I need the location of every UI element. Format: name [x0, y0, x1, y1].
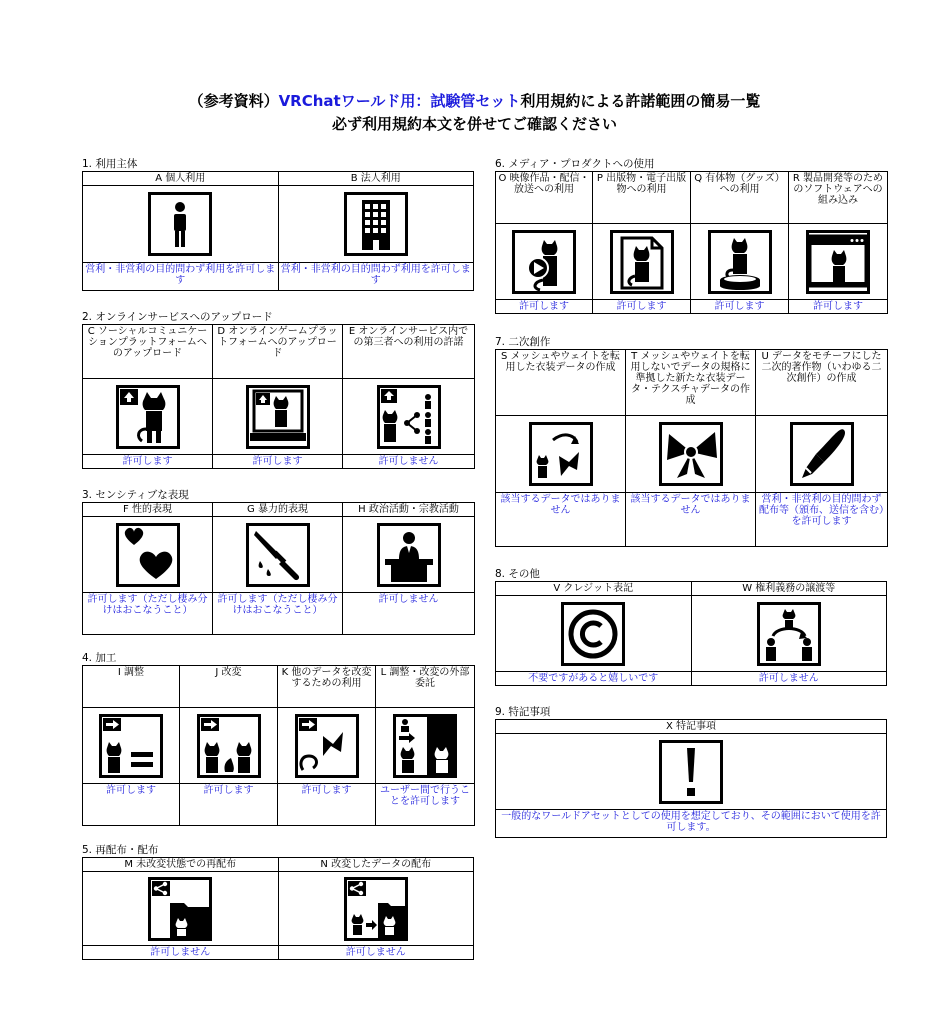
section-usage-subject	[82, 157, 474, 291]
permission-t: 該当するデータではありません	[626, 493, 756, 547]
license-table	[82, 665, 475, 826]
header-t: T メッシュやウェイトを転用しないでデータの規格に準拠した新たな衣装データ・テクスチャデータの作成	[626, 350, 756, 416]
section-derivative-works	[495, 335, 888, 547]
permission-m: 許可しません	[83, 946, 279, 960]
section-title: 4. 加工	[82, 652, 117, 664]
section-title: 1. 利用主体	[82, 158, 138, 170]
header-g: G 暴力的表現	[213, 503, 343, 517]
upload-monitor-icon	[246, 385, 310, 449]
section-other	[495, 567, 887, 686]
permission-j: 許可します	[180, 784, 278, 826]
permission-q: 許可します	[691, 300, 789, 314]
permission-p: 許可します	[593, 300, 691, 314]
permission-f: 許可します（ただし棲み分けはおこなうこと）	[83, 593, 213, 635]
section-online-upload	[82, 310, 475, 469]
permission-d: 許可します	[213, 455, 343, 469]
software-window-icon	[806, 230, 870, 294]
outsource-icon	[393, 714, 457, 778]
publication-icon	[610, 230, 674, 294]
permission-e: 許可しません	[343, 455, 475, 469]
permission-a: 営利・非営利の目的問わず利用を許可します	[83, 263, 279, 291]
share-modified-icon	[344, 877, 408, 941]
section-redistribution	[82, 843, 474, 960]
page-subtitle: 必ず利用規約本文を併せてご確認ください	[331, 115, 617, 133]
hearts-icon	[116, 523, 180, 587]
permission-l: ユーザー間で行うことを許可します	[376, 784, 475, 826]
header-d: D オンラインゲームプラットフォームへのアップロード	[213, 325, 343, 379]
pen-nib-icon	[790, 422, 854, 486]
copyright-icon	[561, 602, 625, 666]
header-n: N 改変したデータの配布	[278, 858, 474, 872]
header-a: A 個人利用	[83, 172, 279, 186]
ribbon-icon	[659, 422, 723, 486]
permission-o: 許可します	[496, 300, 593, 314]
section-title: 5. 再配布・配布	[82, 844, 159, 856]
permission-v: 不要ですがあると嬉しいです	[496, 672, 692, 686]
section-title: 7. 二次創作	[495, 336, 551, 348]
figure-icon	[708, 230, 772, 294]
section-title: 2. オンラインサービスへのアップロード	[82, 311, 273, 323]
header-r: R 製品開発等のためのソフトウェアへの組み込み	[789, 172, 888, 224]
permission-k: 許可します	[278, 784, 376, 826]
header-f: F 性的表現	[83, 503, 213, 517]
license-table	[495, 719, 887, 838]
header-m: M 未改変状態での再配布	[83, 858, 279, 872]
license-table	[82, 857, 474, 960]
section-title: 9. 特記事項	[495, 706, 551, 718]
exclamation-icon	[659, 740, 723, 804]
permission-g: 許可します（ただし棲み分けはおこなうこと）	[213, 593, 343, 635]
adjust-icon	[99, 714, 163, 778]
header-i: I 調整	[83, 666, 180, 708]
license-table	[82, 171, 474, 291]
license-table	[495, 581, 887, 686]
permission-s: 該当するデータではありません	[496, 493, 626, 547]
license-table	[495, 349, 888, 547]
header-o: O 映像作品・配信・放送への利用	[496, 172, 593, 224]
building-icon	[344, 192, 408, 256]
permission-w: 許可しません	[691, 672, 887, 686]
header-q: Q 有体物（グッズ）への利用	[691, 172, 789, 224]
modify-icon	[197, 714, 261, 778]
permission-x: 一般的なワールドアセットとしての使用を想定しており、その範囲において使用を許可します。	[496, 810, 887, 838]
license-table	[82, 502, 475, 635]
section-special-notes	[495, 705, 887, 838]
share-folder-icon	[148, 877, 212, 941]
header-s: S メッシュやウェイトを転用した衣装データの作成	[496, 350, 626, 416]
license-table	[82, 324, 475, 469]
podium-speaker-icon	[377, 523, 441, 587]
header-w: W 権利義務の譲渡等	[691, 582, 887, 596]
permission-i: 許可します	[83, 784, 180, 826]
permission-h: 許可しません	[343, 593, 475, 635]
permission-c: 許可します	[83, 455, 213, 469]
header-p: P 出版物・電子出版物への利用	[593, 172, 691, 224]
header-l: L 調整・改変の外部委託	[376, 666, 475, 708]
header-x: X 特記事項	[496, 720, 887, 734]
costume-transfer-icon	[529, 422, 593, 486]
permission-r: 許可します	[789, 300, 888, 314]
header-b: B 法人利用	[278, 172, 474, 186]
video-icon	[512, 230, 576, 294]
header-c: C ソーシャルコミュニケーションプラットフォームへのアップロード	[83, 325, 213, 379]
section-sensitive-expression	[82, 488, 475, 635]
upload-avatar-icon	[116, 385, 180, 449]
person-icon	[148, 192, 212, 256]
knife-icon	[246, 523, 310, 587]
section-title: 3. センシティブな表現	[82, 489, 189, 501]
header-v: V クレジット表記	[496, 582, 692, 596]
license-table	[495, 171, 888, 314]
header-e: E オンラインサービス内での第三者への利用の許諾	[343, 325, 475, 379]
section-media-products	[495, 157, 888, 314]
header-h: H 政治活動・宗教活動	[343, 503, 475, 517]
permission-b: 営利・非営利の目的問わず利用を許可します	[278, 263, 474, 291]
header-k: K 他のデータを改変するための利用	[278, 666, 376, 708]
permission-n: 許可しません	[278, 946, 474, 960]
section-title: 6. メディア・プロダクトへの使用	[495, 158, 655, 170]
header-u: U データをモチーフにした二次的著作物（いわゆる二次創作）の作成	[756, 350, 888, 416]
use-for-other-data-icon	[295, 714, 359, 778]
share-to-users-icon	[377, 385, 441, 449]
section-title: 8. その他	[495, 568, 540, 580]
header-j: J 改変	[180, 666, 278, 708]
transfer-rights-icon	[757, 602, 821, 666]
permission-u: 営利・非営利の目的問わず配布等（頒布、送信を含む）を許可します	[756, 493, 888, 547]
page-title: （参考資料）VRChatワールド用：試験管セット利用規約による許諾範囲の簡易一覧	[188, 92, 761, 110]
section-processing	[82, 651, 475, 826]
